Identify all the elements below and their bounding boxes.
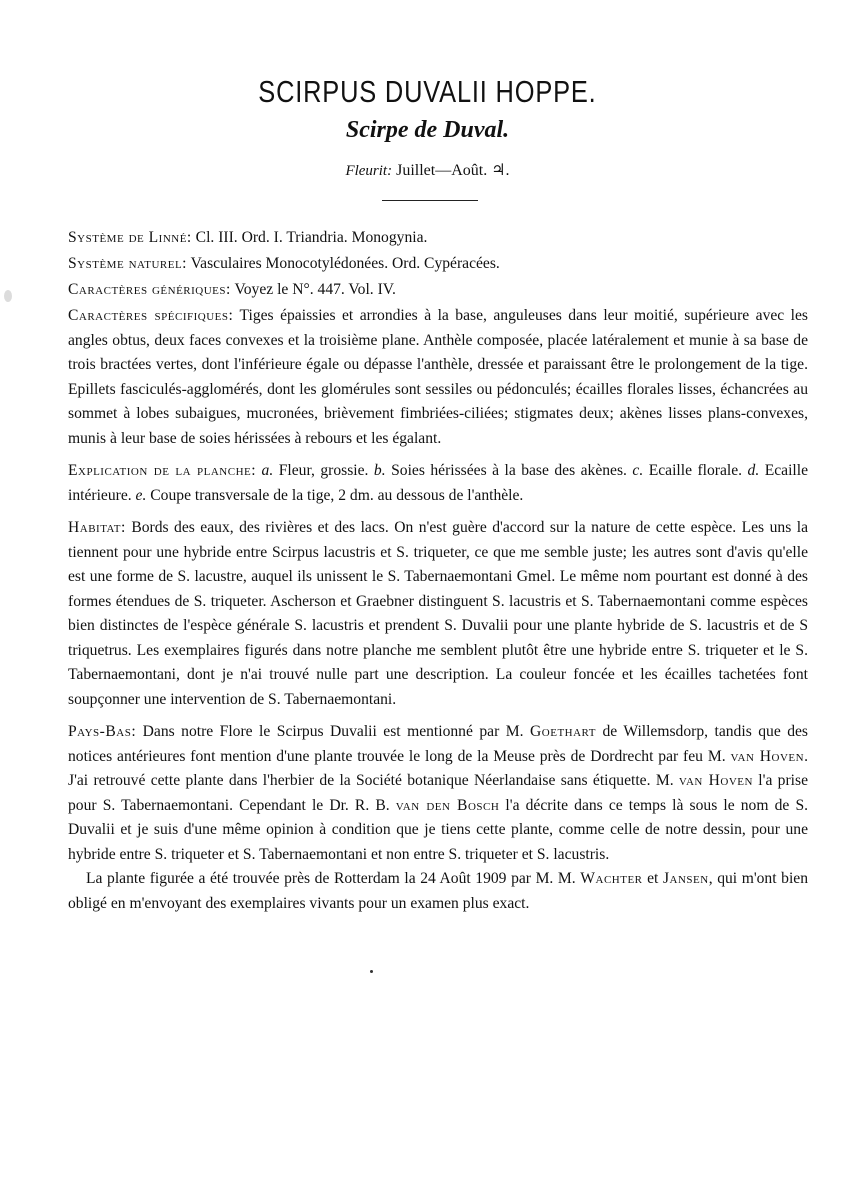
explication-a-text: Fleur, grossie. [278, 462, 369, 479]
explication-d-letter: d. [747, 462, 760, 479]
paysbas-text-1: Dans notre Flore le Scirpus Duvalii est mentionné par M. [142, 723, 524, 740]
specifiques-paragraph [68, 304, 808, 451]
habitat-label: Habitat: [68, 519, 126, 536]
author-jansen: Jansen [662, 870, 709, 887]
explication-a-letter: a. [261, 462, 274, 479]
linne-label: Système de Linné: [68, 229, 192, 246]
explication-b-text: Soies hérissées à la base des akènes. [391, 462, 627, 479]
page-subtitle: Scirpe de Duval. [345, 117, 510, 143]
paysbas-label: Pays-Bas: [68, 723, 137, 740]
flowering-label: Fleurit: [345, 163, 393, 179]
explication-paragraph [68, 459, 808, 508]
paysbas-paragraph [68, 720, 808, 867]
document-body [68, 226, 808, 916]
naturel-text: Vasculaires Monocotylédonées. Ord. Cypéracées. [190, 255, 500, 272]
page-speck [4, 290, 12, 302]
generiques-text: Voyez le N°. 447. Vol. IV. [234, 281, 396, 298]
naturel-label: Système naturel: [68, 255, 188, 272]
paysbas-text-2: de Willemsdorp, tandis que des notices antérieures font mention d'une plante trouvée le long de la Meuse près de Dordrecht par feu M. [68, 723, 809, 765]
end-dot [370, 970, 373, 973]
paysbas-text-5: l'a décrite dans ce temps là sous le nom de S. Duvalii et je suis d'une même opinion à condition que je tiens cette plante, comme celle de notre dessin, pour une hybride entre S. triqueter et S. Tabernaemontani et non entre S. triqueter et S. lacustris. [68, 796, 809, 863]
author-van-hoven-2: van Hoven [678, 772, 753, 789]
habitat-paragraph [68, 516, 808, 712]
paysbas-text-4: l'a prise pour S. Tabernaemontani. Cependant le Dr. R. B. [68, 772, 808, 814]
explication-e-letter: e. [135, 486, 147, 504]
flowering-line [0, 160, 855, 180]
final-text-1: La plante figurée a été trouvée près de Rotterdam la 24 Août 1909 par M. M. [86, 870, 576, 887]
explication-b-letter: b. [373, 462, 386, 479]
author-van-hoven: van Hoven [730, 747, 805, 765]
final-paragraph [68, 867, 808, 916]
explication-e-text: Coupe transversale de la tige, 2 dm. au dessous de l'anthèle. [150, 486, 524, 504]
habitat-text: Bords des eaux, des rivières et des lacs. On n'est guère d'accord sur la nature de cette espèce. Les uns la tiennent pour une hybride entre Scirpus lacustris et S. triqueter, ce que me semble juste; les autres sont d'avis qu'elle est une forme de S. lacustre, auquel ils unissent le S. Tabernaemontani Gmel. Le même nom pourtant est donné à des formes étendues de S. triqueter. Ascherson et Graebner distinguent S. lacustris et S. Tabernaemontani comme espèces bien distinctes de l'espèce générale S. lacustris et prendent S. Duvalii pour une plante hybride de S. lacustris et de S triquetrus. Les exemplaires figurés dans notre planche me semblent plutôt être une hybride entre S. triqueter et le S. Tabernaemontani, dont je n'ai trouvé nulle part une description. La couleur foncée et les écailles tachetées font soupçonner une intervention de S. Tabernaemontani. [68, 519, 808, 708]
author-goethart: Goethart [530, 723, 596, 740]
naturel-line [68, 252, 808, 277]
title-divider [382, 200, 478, 201]
linne-line [68, 226, 808, 251]
paysbas-text-3: . J'ai retrouvé cette plante dans l'herbier de la Société botanique Néerlandaise sans étiquette. M. [68, 747, 808, 789]
page-title: SCIRPUS DUVALII HOPPE. [258, 74, 597, 109]
explication-d-text: Ecaille intérieure. [68, 462, 808, 504]
explication-c-letter: c. [632, 462, 644, 479]
specifiques-text: Tiges épaissies et arrondies à la base, anguleuses dans leur moitié, supérieure avec les angles obtus, deux faces convexes et la troisième plane. Anthèle composée, placée latéralement et munie à sa base de trois bractées vertes, dont l'inférieure égale ou dépasse l'anthèle, dressée et paraissant être le prolongement de la tige. Epillets fasciculés-agglomérés, dont les glomérules sont sessiles ou pédonculés; écailles florales lisses, échancrées au sommet à lobes subaigues, mucronées, brièvement fimbriées-ciliées; stigmates deux; akènes lisses plans-convexes, munis à leur base de soies hérissées à rebours et les égalant. [68, 307, 809, 447]
generiques-line [68, 278, 808, 303]
author-van-den-bosch: van den Bosch [395, 796, 500, 814]
explication-c-text: Ecaille florale. [648, 462, 743, 479]
flowering-value: Juillet—Août. ♃. [396, 162, 510, 179]
specifiques-label: Caractères spécifiques: [68, 307, 234, 324]
author-wachter: Wachter [580, 870, 643, 887]
final-text-3: , qui m'ont bien obligé en m'envoyant des exemplaires vivants pour un examen plus exact. [68, 870, 809, 912]
generiques-label: Caractères génériques: [68, 281, 231, 298]
linne-text: Cl. III. Ord. I. Triandria. Monogynia. [195, 229, 428, 246]
explication-label: Explication de la planche: [68, 462, 257, 479]
final-text-2: et [647, 870, 659, 887]
